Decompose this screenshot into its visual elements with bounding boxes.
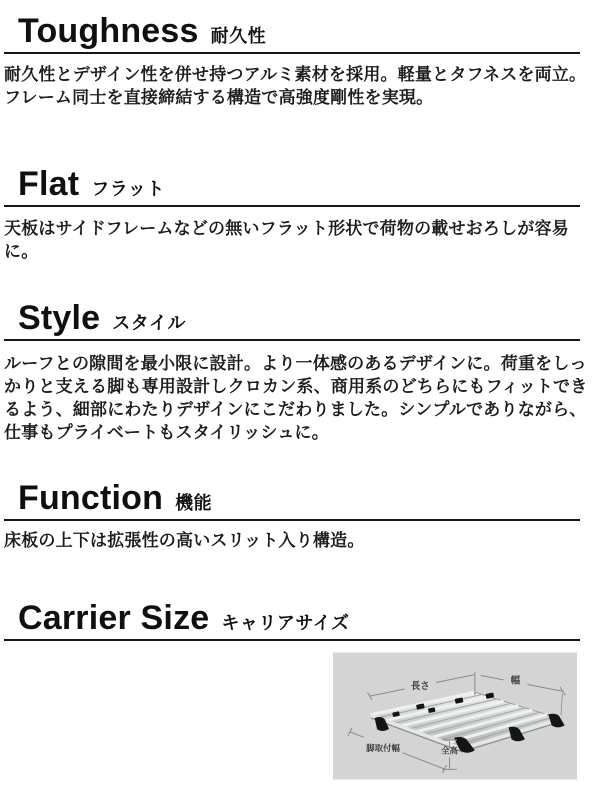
section-heading-toughness — [4, 8, 580, 54]
section-heading-carrier-size — [4, 595, 580, 641]
section-heading-flat — [4, 161, 580, 207]
overall-height-label: 全高 — [441, 745, 458, 756]
section-title-en: Style — [18, 299, 101, 337]
section-title-ja: 機能 — [175, 493, 213, 513]
carrier-size-diagram — [333, 652, 577, 780]
section-heading-style — [4, 295, 580, 341]
section-body-toughness: 耐久性とデザイン性を併せ持つアルミ素材を採用。軽量とタフネスを両立。フレーム同士を直接締結する構造で高強度剛性を実現。 — [4, 65, 587, 107]
roof-carrier-illustration — [333, 652, 577, 780]
section-heading-function — [4, 475, 580, 521]
section-title-en: Toughness — [18, 12, 199, 50]
section-body-flat: 天板はサイドフレームなどの無いフラット形状で荷物の載せおろしが容易に。 — [4, 219, 569, 261]
length-label: 長さ — [410, 680, 430, 692]
width-label: 幅 — [510, 674, 521, 686]
section-title-en: Carrier Size — [18, 599, 210, 637]
section-title-ja: キャリアサイズ — [221, 613, 350, 633]
section-title-en: Flat — [18, 165, 80, 203]
section-body-style: ルーフとの隙間を最小限に設計。より一体感のあるデザインに。荷重をしっかりと支える脚も専用設計しクロカン系、商用系のどちらにもフィットできるよう、細部にわたりデザインにこだわりました。シンプルでありながら、仕事もプライベートもスタイリッシュに。 — [4, 354, 588, 442]
section-title-en: Function — [18, 479, 164, 517]
leg-mount-width-label: 脚取付幅 — [366, 743, 400, 754]
section-title-ja: 耐久性 — [210, 26, 267, 46]
section-body-function: 床板の上下は拡張性の高いスリット入り構造。 — [4, 531, 365, 550]
section-title-ja: フラット — [91, 179, 165, 199]
section-title-ja: スタイル — [112, 313, 186, 333]
